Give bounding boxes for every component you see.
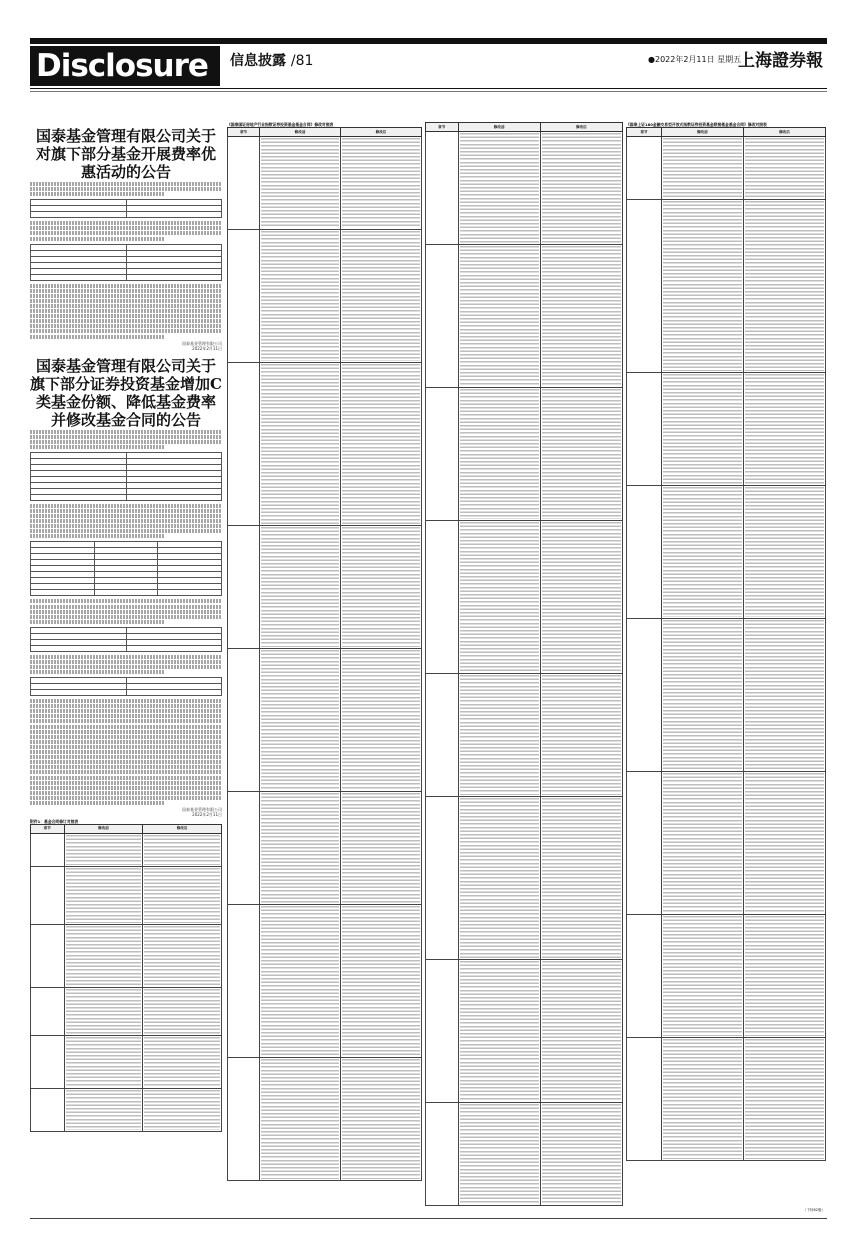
newspaper-name: 上海證券報 (738, 51, 823, 71)
amendment-table-2 (227, 127, 422, 1181)
table-header-before: 修改前 (661, 128, 743, 137)
masthead (30, 44, 827, 88)
table-header-chapter: 章节 (426, 123, 459, 132)
table-header-before: 修改前 (458, 123, 540, 132)
amendment-table-3 (425, 122, 623, 1206)
table-header-after: 修改后 (540, 123, 622, 132)
section-name: 信息披露 (230, 53, 286, 69)
fund-name-table (30, 452, 222, 501)
article-body-1 (30, 182, 222, 338)
bottom-rule (30, 1218, 827, 1219)
continued-note: （下转82版） (803, 1208, 825, 1212)
fund-list-table (30, 244, 222, 281)
table-header-after: 修改后 (143, 824, 222, 833)
amendment-table-4 (626, 127, 826, 1161)
amendment-table-caption-4: 《国泰上证180金融交易型开放式指数证券投资基金联接基金基金合同》修改对照表 (626, 122, 767, 127)
table-header-before: 修改前 (64, 824, 143, 833)
redemption-fee-table-2 (30, 677, 222, 696)
table-header-chapter: 章节 (228, 128, 260, 137)
signature-2: 国泰基金管理有限公司 2022年2月11日 (182, 806, 222, 817)
redemption-fee-table-1 (30, 627, 222, 652)
table-header-chapter: 章节 (31, 824, 65, 833)
disclosure-logo: Disclosure (30, 46, 220, 86)
column-1 (30, 122, 222, 1217)
amendment-table-caption-2: 《国泰国证房地产行业指数证券投资基金基金合同》修改对照表 (227, 122, 334, 127)
fund-code-table (30, 199, 222, 218)
table-header-before: 修改前 (260, 128, 341, 137)
fund-class-code-table (30, 541, 222, 596)
headline-add-class-c: 国泰基金管理有限公司关于旗下部分证券投资基金增加C类基金份额、降低基金费率并修改基金合同的公告 (30, 356, 222, 429)
column-2 (227, 122, 422, 1217)
section-title (230, 50, 313, 70)
article-body-2 (30, 430, 222, 805)
headline-fee-discount: 国泰基金管理有限公司关于对旗下部分基金开展费率优惠活动的公告 (35, 127, 216, 181)
amendment-table-caption-1: 附件1：基金合同修订对照表 (30, 818, 79, 824)
amendment-table-1 (30, 824, 222, 1132)
signature-1: 国泰基金管理有限公司 2022年2月11日 (182, 340, 222, 351)
page-number: /81 (290, 53, 314, 69)
column-3 (425, 122, 623, 1217)
table-header-after: 修改后 (341, 128, 422, 137)
issue-date: ●2022年2月11日 星期五 (648, 55, 742, 64)
table-header-after: 修改后 (743, 128, 825, 137)
masthead-rule-thin (30, 91, 827, 92)
issue-date-text: 2022年2月11日 星期五 (654, 55, 742, 64)
table-header-chapter: 章节 (627, 128, 662, 137)
masthead-rule (30, 88, 827, 89)
column-4 (626, 122, 826, 1217)
